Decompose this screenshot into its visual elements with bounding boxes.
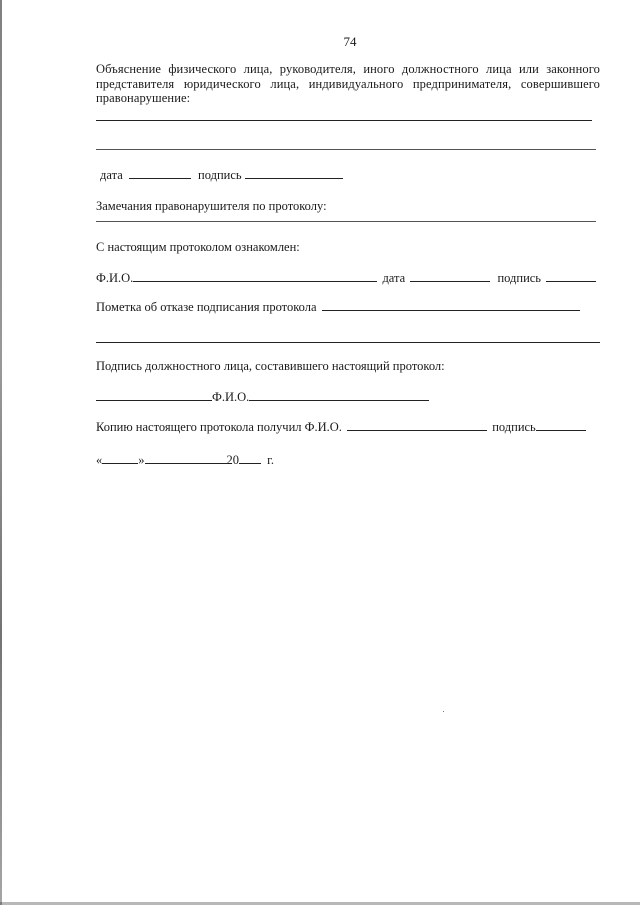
remarks-blank-line[interactable] [96, 221, 596, 222]
refusal-label: Пометка об отказе подписания протокола [96, 300, 317, 314]
year-suffix: г. [267, 453, 274, 467]
fio-date-label: дата [382, 271, 406, 285]
open-quote: « [96, 453, 103, 467]
day-blank[interactable] [102, 452, 138, 464]
year-prefix: 20 [226, 453, 239, 467]
fio-blank[interactable] [133, 270, 377, 282]
explanation-label: Объяснение физического лица, руководителя, иного должностного лица или законного представителя юридического лица, индивидуального предпринимателя, совершившего правонарушение: [96, 62, 600, 105]
year-blank[interactable] [239, 452, 261, 464]
refusal-blank-line-2[interactable] [96, 342, 600, 343]
copy-received-row [96, 419, 586, 435]
explanation-blank-line-1[interactable] [96, 120, 592, 121]
date-label: дата [100, 168, 123, 182]
copy-received-fio-blank[interactable] [347, 419, 487, 431]
date-blank[interactable] [129, 167, 191, 179]
close-quote: » [138, 453, 145, 467]
official-fio-label: Ф.И.О. [212, 390, 250, 404]
month-blank[interactable] [145, 452, 227, 464]
explanation-blank-line-2[interactable] [96, 149, 596, 150]
official-signature-label: Подпись должностного лица, составившего настоящий протокол: [96, 359, 445, 373]
fio-signature-blank[interactable] [546, 270, 596, 282]
signature-blank[interactable] [245, 167, 343, 179]
official-fio-blank[interactable] [249, 389, 429, 401]
date-signature-row-1 [100, 167, 343, 183]
copy-received-signature-blank[interactable] [536, 419, 586, 431]
fio-label: Ф.И.О. [96, 271, 134, 285]
page-number: 74 [343, 34, 357, 49]
official-signature-blank[interactable] [96, 389, 212, 401]
refusal-blank[interactable] [322, 299, 580, 311]
fio-date-blank[interactable] [410, 270, 490, 282]
official-signature-row [96, 389, 429, 405]
fio-signature-label: подпись [497, 271, 542, 285]
copy-received-label: Копию настоящего протокола получил Ф.И.О. [96, 420, 342, 434]
scan-speck [443, 711, 444, 712]
remarks-label: Замечания правонарушителя по протоколу: [96, 199, 327, 213]
refusal-row [96, 299, 580, 315]
fio-date-signature-row [96, 270, 596, 286]
date-footer-row [96, 452, 274, 468]
signature-label: подпись [198, 168, 242, 182]
scan-left-edge [0, 0, 2, 905]
copy-received-signature-label: подпись [492, 420, 536, 434]
acquainted-label: С настоящим протоколом ознакомлен: [96, 240, 300, 254]
